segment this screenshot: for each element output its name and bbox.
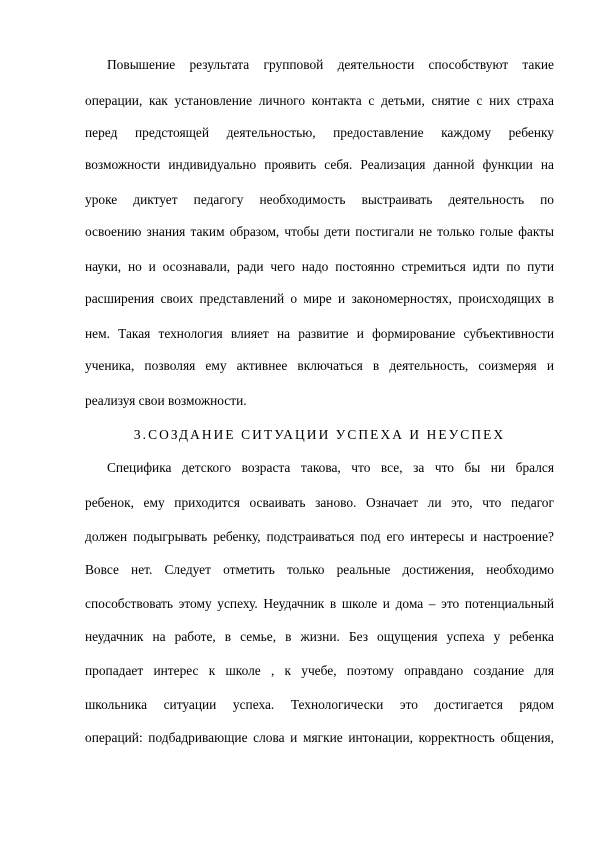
paragraph-1-line-3: перед предстоящей деятельностью, предоставление каждому ребенку [85,125,554,140]
paragraph-1-line-4: возможности индивидуально проявить себя. Реализация данной функции на [85,157,554,172]
paragraph-1-line-2: операции, как установление личного контакта с детьми, снятие с них страха [85,93,554,108]
section-heading: 3.СОЗДАНИЕ СИТУАЦИИ УСПЕХА И НЕУСПЕХ [133,427,506,442]
paragraph-2-line-4: Вовсе нет. Следует отметить только реальные достижения, необходимо [85,562,554,577]
paragraph-1-line-10: ученика, позволяя ему активнее включаться в деятельность, соизмеряя и [85,358,554,373]
paragraph-2-line-7: пропадает интерес к школе , к учебе, поэтому оправдано создание для [85,663,554,678]
paragraph-1-line-11: реализуя свои возможности. [85,393,247,408]
paragraph-1-line-7: науки, но и осознавали, ради чего надо постоянно стремиться идти по пути [85,259,554,274]
paragraph-2-line-5: способствовать этому успеху. Неудачник в школе и дома – это потенциальный [85,596,554,611]
paragraph-2-line-8: школьника ситуации успеха. Технологически это достигается рядом [85,697,554,712]
paragraph-1-line-8: расширения своих представлений о мире и закономерностях, происходящих в [85,291,554,306]
paragraph-2-line-3: должен подыгрывать ребенку, подстраиваться под его интересы и настроение? [85,529,554,544]
paragraph-1-line-1: Повышение результата групповой деятельности способствуют такие [107,57,554,72]
paragraph-2-line-1: Специфика детского возраста такова, что все, за что бы ни брался [107,460,554,475]
paragraph-2-line-2: ребенок, ему приходится осваивать заново. Означает ли это, что педагог [85,495,554,510]
paragraph-2-line-9: операций: подбадривающие слова и мягкие интонации, корректность общения, [85,730,554,745]
paragraph-1-line-6: освоению знания таким образом, чтобы дети постигали не только голые факты [85,224,554,239]
paragraph-1-line-9: нем. Такая технология влияет на развитие и формирование субъективности [85,326,554,341]
paragraph-1-line-5: уроке диктует педагогу необходимость выстраивать деятельность по [85,192,554,207]
paragraph-2-line-6: неудачник на работе, в семье, в жизни. Без ощущения успеха у ребенка [85,629,554,644]
